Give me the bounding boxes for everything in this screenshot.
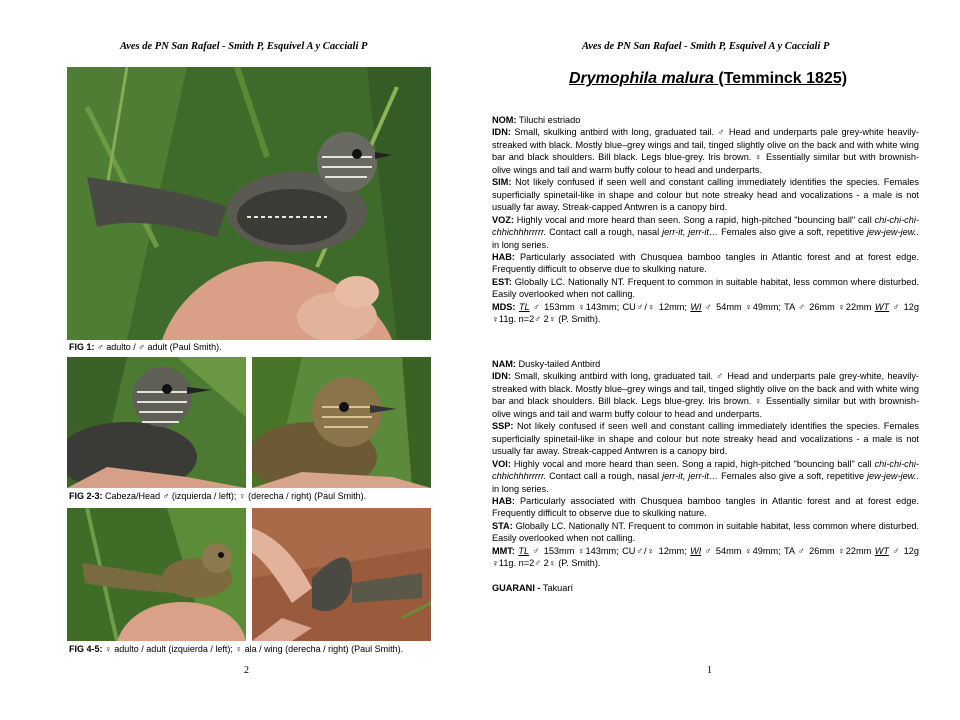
species-account-english <box>492 358 919 594</box>
photo-female-head <box>252 357 431 488</box>
est-entry: EST: Globally LC. Nationally NT. Frequent to common in suitable habitat, less common where disturbed. Easily overlooked when not calling. <box>492 276 919 300</box>
photo-adult-male <box>67 67 431 340</box>
idn-entry: IDN: Small, skulking antbird with long, graduated tail. ♂ Head and underparts pale grey-white heavily-streaked with black. Mostly blue–grey wings and tail, tinged slightly olive on the back and with white wing bar and black shoulders. Bill black. Legs blue-grey. Iris brown. ♀ Essentially similar but with brownish-olive wings and tail and warm buffy colour to head and underparts. <box>492 127 919 175</box>
species-name: Drymophila malura <box>569 70 714 87</box>
fig1-caption: FIG 1: ♂ adulto / ♂ adult (Paul Smith). <box>69 342 222 352</box>
species-author: (Temminck 1825) <box>718 70 848 87</box>
sim-entry: SIM: Not likely confused if seen well and constant calling immediately identifies the species. Females superficially spinetail-like in shape and colour but note streaky head and vocalizations - a male is not usually far away. Streak-capped Antwren is a canopy bird. <box>492 177 919 213</box>
mmt-entry: MMT: TL ♂ 153mm ♀143mm; CU♂/♀ 12mm; WI ♂ 54mm ♀49mm; TA ♂ 26mm ♀22mm WT ♂ 12g ♀11g. n=2♂ 2♀ (P. Smith). <box>492 545 919 569</box>
fig23-caption: FIG 2-3: Cabeza/Head ♂ (izquierda / left); ♀ (derecha / right) (Paul Smith). <box>69 491 367 501</box>
page-number: 1 <box>707 665 712 676</box>
running-head: Aves de PN San Rafael - Smith P, Esquivel A y Cacciali P <box>582 41 830 52</box>
fig45-caption: FIG 4-5: ♀ adulto / adult (izquierda / left); ♀ ala / wing (derecha / right) (Paul Smith). <box>69 644 404 654</box>
voi-entry: VOI: Highly vocal and more heard than seen. Song a rapid, high-pitched "bouncing ball" call chi-chi-chi-chhichhhrrrrr. Contact call a rough, nasal jerr-it, jerr-it… Females also give a soft, repetitive jew-jew-jew.. in long series. <box>492 458 920 494</box>
voz-entry: VOZ: Highly vocal and more heard than seen. Song a rapid, high-pitched "bouncing ball" call chi-chi-chi-chhichhhrrrrr. Contact call a rough, nasal jerr-it, jerr-it… Females also give a soft, repetitive jew-jew-jew.. in long series. <box>492 214 920 250</box>
hab-entry: HAB: Particularly associated with Chusquea bamboo tangles in Atlantic forest and at forest edge. Frequently difficult to observe due to skulking nature. <box>492 495 919 519</box>
sta-entry: STA: Globally LC. Nationally NT. Frequent to common in suitable habitat, less common where disturbed. Easily overlooked when not calling. <box>492 520 919 544</box>
species-title <box>569 70 847 88</box>
guarani-entry: GUARANI - Takuarí <box>492 582 574 593</box>
ssp-entry: SSP: Not likely confused if seen well and constant calling immediately identifies the species. Females superficially spinetail-like in shape and colour but note streaky head and vocalizations - a male is not usually far away. Streak-capped Antwren is a canopy bird. <box>492 421 920 457</box>
page-number: 2 <box>244 665 249 676</box>
photo-adult-female <box>67 508 246 641</box>
hab-entry: HAB: Particularly associated with Chusquea bamboo tangles in Atlantic forest and at forest edge. Frequently difficult to observe due to skulking nature. <box>492 251 919 275</box>
right-page <box>480 0 960 720</box>
idn-entry: IDN: Small, skulking antbird with long, graduated tail. ♂ Head and underparts pale grey-white, heavily-streaked with black. Mostly blue–grey wings and tail, tinged slightly olive on the back and with white wing bar and black shoulders. Bill black. Legs blue-grey. Iris brown. ♀ Essentially similar but with brownish-olive wings and tail and warm buffy colour to head and underparts. <box>492 371 919 419</box>
nam-entry: NAM: Dusky-tailed Antbird <box>492 359 601 369</box>
mds-entry: MDS: TL ♂ 153mm ♀143mm; CU♂/♀ 12mm; WI ♂ 54mm ♀49mm; TA ♂ 26mm ♀22mm WT ♂ 12g ♀11g. n=2♂ 2♀ (P. Smith). <box>492 301 919 325</box>
photo-female-wing <box>252 508 431 641</box>
species-account-spanish <box>492 114 919 326</box>
nom-entry: NOM: Tiluchi estriado <box>492 115 581 125</box>
running-head: Aves de PN San Rafael - Smith P, Esquivel A y Cacciali P <box>120 41 368 52</box>
photo-male-head <box>67 357 246 488</box>
